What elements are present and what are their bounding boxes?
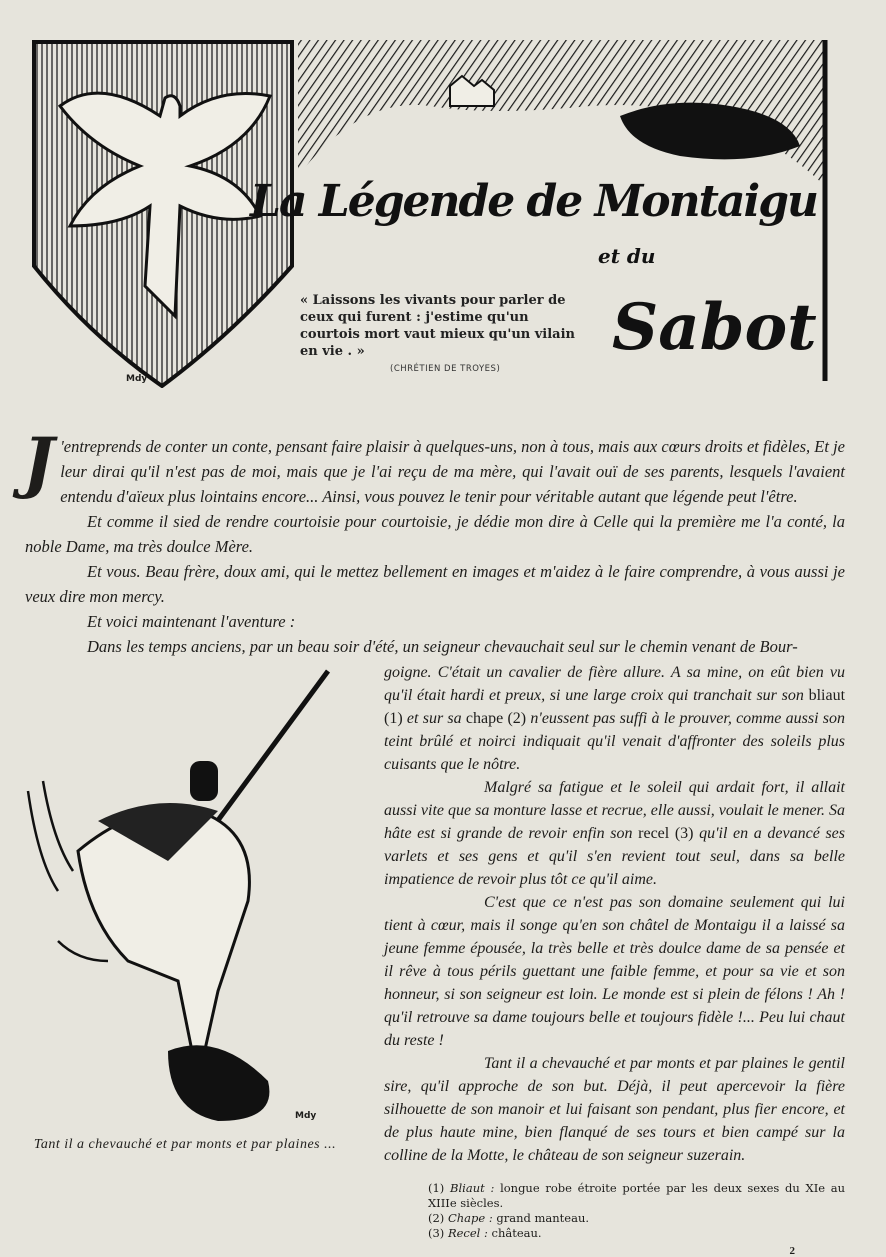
paragraph: Et comme il sied de rendre courtoisie pour courtoisie, je dédie mon dire à Celle qui la première me l'a conté, la noble Dame, ma très doulce Mère. [25, 512, 845, 556]
epigraph-quote: « Laissons les vivants pour parler de ceux qui furent : j'estime qu'un courtois mort vaut mieux qu'un vilain en vie . » [300, 293, 575, 359]
page-number: 2 [789, 1245, 795, 1257]
title-main: La Légende de Montaigu [250, 176, 817, 227]
article-body [23, 423, 846, 1257]
intro-paragraph [23, 423, 845, 509]
knight-illustration [18, 661, 348, 1131]
paragraph-text: 'entreprends de conter un conte, pensant faire plaisir à quelques-uns, non à tous, mais aux cœurs droits et fidèles, Et je leur dirai qu'il n'est pas de moi, mais que je l'ai reçu de ma mère, qui l'avait ouï de ses parents, lesquels l'avaient entendu d'aïeux plus lointains encore... Ainsi, vous pouvez le tenir pour véritable autant que légende peut l'être. [60, 437, 845, 506]
helmet-icon [190, 761, 218, 801]
text-column: goigne. C'était un cavalier de fière allure. A sa mine, on eût bien vu qu'il était hardi et preux, si une large croix qui tranchait sur son bliaut (1) et sur sa chape (2) n'eussent pas suffi à le prouver, comme aussi son teint brûlé et noirci indiquait qu'il venait d'affronter des soleils plus cuisants que le nôtre. Malgré sa fatigue et le soleil qui ardait fort, il allait aussi vite que sa monture lasse et recrue, elle aussi, voulait le mener. Sa hâte est si grande de revoir enfin son recel (3) qu'il en a devancé ses varlets et ses gens et qu'il s'en revient tout seul, dans sa belle impatience de revoir plus tôt ce qu'il aime. C'est que ce n'est pas son domaine seulement qui lui tient à cœur, mais il songe qu'en son châtel de Montaigu il a laissé sa jeune femme épousée, la très belle et très doulce dame de sa pensée et il rêve à tous périls guettant une faible femme, et pour sa vie et son honneur, si son seigneur est loin. Le monde est si plein de félons ! Ah ! qu'il retrouve sa dame toujours belle et toujours fidèle !... Peu lui chaut du reste ! Tant il a chevauché et par monts et par plaines le gentil sire, qu'il approche de son but. Déjà, il peut apercevoir la fière silhouette de son manoir et lui faisant son pendant, plus fier encore, et de plus haute mine, bien flanqué de ses tours et bien campé sur la colline de la Motte, le château de son seigneur suzerain. [384, 664, 846, 1164]
paragraph: Et vous. Beau frère, doux ami, qui le mettez bellement en images et m'aidez à le faire comprendre, à vous aussi je veux dire mon mercy. [25, 562, 845, 606]
illustration-caption: Tant il a chevauché et par monts et par plaines ... [33, 1137, 337, 1152]
drop-cap: J [23, 423, 55, 501]
footnotes [384, 1181, 845, 1241]
paragraph: Dans les temps anciens, par un beau soir d'été, un seigneur chevauchait seul sur le chemin venant de Bour- [87, 637, 798, 656]
title-join: et du [598, 244, 656, 268]
title-sub: Sabot [612, 290, 817, 365]
epigraph [300, 292, 590, 374]
illustration-signature: Mdy [295, 1111, 317, 1121]
illustration-block [25, 661, 365, 1153]
header-signature: Mdy [126, 374, 148, 384]
epigraph-source: (CHRÉTIEN DE TROYES) [390, 364, 501, 374]
footnote: (2) Chape : grand manteau. [428, 1211, 590, 1225]
paragraph: Et voici maintenant l'aventure : [87, 612, 296, 631]
footnote: (1) Bliaut : longue robe étroite portée par les deux sexes du XIe au XIIIe siècles. [428, 1181, 846, 1210]
footnote: (3) Recel : château. [428, 1226, 542, 1240]
